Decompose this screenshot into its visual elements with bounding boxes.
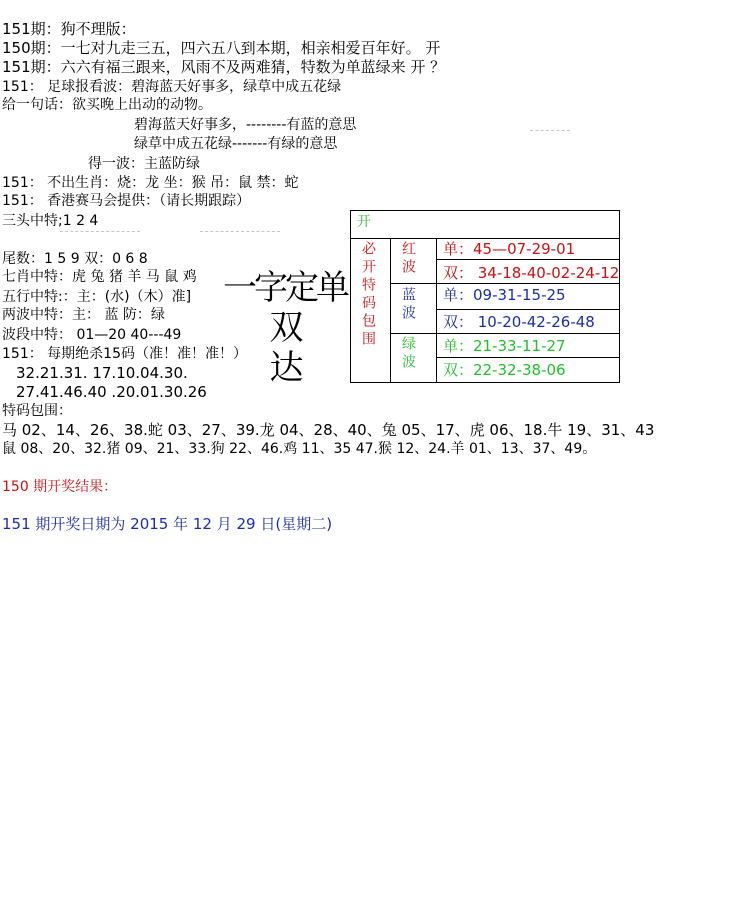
- table-rule: [390, 283, 619, 284]
- red-double: 双： 34-18-40-02-24-12: [443, 264, 619, 282]
- red-single: 单：45—07-29-01: [443, 240, 576, 258]
- faint-rule: [200, 231, 280, 232]
- kill-numbers-row1: 32.21.31. 17.10.04.30.: [16, 364, 188, 382]
- kill-numbers-row2: 27.41.46.40 .20.01.30.26: [16, 383, 207, 401]
- wave-pick: 得一波：主蓝防绿: [88, 156, 200, 172]
- result-150-heading: 150 期开奖结果：: [2, 479, 118, 495]
- zodiac-numbers-row2: 鼠 08、20、32.猪 09、21、33.狗 22、46.鸡 11、35 47.猴 12、24.羊 01、13、37、49。: [2, 441, 597, 457]
- table-rule: [390, 238, 391, 383]
- kill-numbers-title: 151： 每期绝杀15码（准！准！准！）: [2, 346, 247, 362]
- wave-table: [350, 210, 620, 383]
- verse-151: 151期：六六有福三跟来，风雨不及两难猜，特数为单蓝绿来 开 ？: [2, 58, 446, 76]
- slogan-line1: 一字定单双: [223, 268, 347, 348]
- blue-double: 双： 10-20-42-26-48: [443, 313, 595, 331]
- slogan-line2: 达: [269, 348, 301, 388]
- hint-blue: 碧海蓝天好事多，--------有蓝的意思: [134, 117, 357, 133]
- special-code-title: 特码包围：: [2, 403, 72, 419]
- jockey-club-note: 151： 香港赛马会提供：（请长期跟踪）: [2, 193, 251, 209]
- draw-date-151: 151 期开奖日期为 2015 年 12 月 29 日(星期二): [2, 515, 333, 533]
- hint-green: 绿草中成五花绿-------有绿的意思: [134, 136, 338, 152]
- faint-rule: [60, 231, 140, 232]
- issue-title: 151期：狗不理版：: [2, 20, 136, 38]
- wave-range: 波段中特： 01—20 40---49: [2, 327, 182, 343]
- zodiac-numbers-row1: 马 02、14、26、38.蛇 03、27、39.龙 04、28、40、兔 05、17、虎 06、18.牛 19、31、43: [2, 421, 655, 439]
- table-rule: [390, 333, 619, 334]
- zodiac-exclusions: 151： 不出生肖：烧：龙 坐：猴 吊：鼠 禁：蛇: [2, 175, 299, 191]
- green-wave-label: 绿波: [400, 336, 416, 372]
- red-wave-label: 红波: [400, 241, 416, 277]
- verse-150: 150期：一七对九走三五，四六五八到本期，相亲相爱百年好。 开: [2, 39, 441, 57]
- blue-wave-label: 蓝波: [400, 287, 416, 323]
- table-rule: [436, 357, 619, 358]
- side-label: 必开特码包围: [360, 241, 376, 349]
- one-sentence: 给一句话：欲买晚上出动的动物。: [2, 97, 212, 113]
- green-double: 双：22-32-38-06: [443, 361, 566, 379]
- faint-rule: [530, 130, 570, 131]
- table-rule: [351, 238, 619, 239]
- seven-zodiacs: 七肖中特：虎 兔 猪 羊 马 鼠 鸡: [2, 269, 197, 285]
- table-rule: [436, 309, 619, 310]
- tail-numbers: 尾数：1 5 9 双：0 6 8: [2, 251, 148, 267]
- three-heads: 三头中特;1 2 4: [2, 213, 99, 229]
- green-single: 单：21-33-11-27: [443, 337, 566, 355]
- football-tip: 151： 足球报看波：碧海蓝天好事多，绿草中成五花绿: [2, 79, 342, 95]
- table-rule: [436, 259, 619, 260]
- two-waves: 两波中特：主： 蓝 防：绿: [2, 307, 165, 323]
- table-header: 开: [357, 214, 371, 230]
- slogan: [220, 268, 350, 388]
- five-elements: 五行中特:：主：(水)（木）准]: [2, 289, 192, 305]
- blue-single: 单：09-31-15-25: [443, 286, 566, 304]
